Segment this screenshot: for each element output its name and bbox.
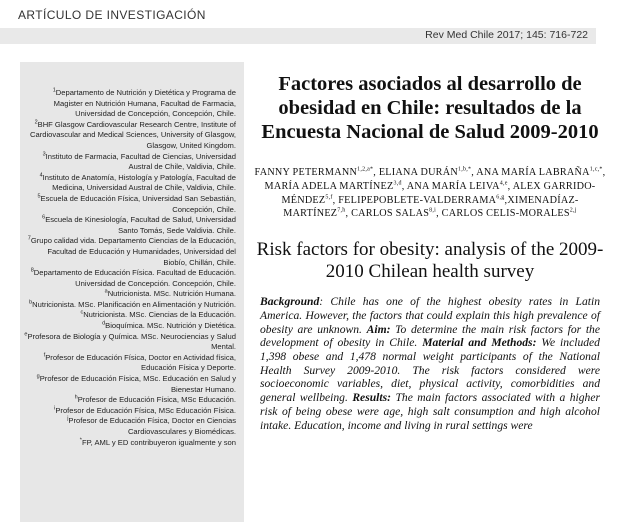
affiliation-marker: b	[29, 299, 33, 306]
affiliation-item	[24, 310, 236, 321]
affiliation-marker: 5	[37, 193, 41, 200]
author-affiliation-marker: 2,j	[569, 208, 577, 214]
affiliation-text: Departamento de Educación Física. Facultad de Educación. Universidad de Concepción. Concepción, Chile.	[33, 268, 236, 288]
results-text: The main factors associated with a higher risk of being obese were age, high salt consumption and high alcohol intake. Education, income and living in rural settings were	[260, 391, 600, 432]
affiliation-text: Instituto de Anatomía, Histología y Patología, Facultad de Medicina, Universidad Austral de Chile, Valdivia, Chile.	[42, 172, 236, 193]
author-name: CARLOS CELIS-MORALES	[441, 208, 570, 220]
affiliation-text: Departamento de Nutrición y Dietética y Programa de Magister en Nutrición Humana, Facultad de Farmacia, Universidad de Concepción, Concepción, Chile.	[53, 88, 236, 119]
affiliation-item	[24, 120, 236, 152]
affiliation-text: FP, AML y ED contribuyeron igualmente y son	[81, 437, 236, 447]
methods-label: Material and Methods:	[422, 336, 537, 350]
affiliation-item	[24, 416, 236, 437]
affiliation-marker: f	[43, 352, 46, 359]
affiliation-list	[24, 88, 236, 448]
author-separator: ,	[345, 208, 352, 220]
affiliation-text: Escuela de Educación Física, Universidad San Sebastián, Concepción, Chile.	[40, 193, 236, 214]
affiliation-item	[24, 268, 236, 289]
affiliation-text: Nutricionista. MSc. Ciencias de la Educación.	[83, 310, 236, 320]
author-affiliation-marker: 1,2,a*	[357, 166, 374, 173]
affiliation-item	[24, 300, 236, 311]
affiliation-text: Nutricionista. MSc. Nutrición Humana.	[107, 289, 236, 299]
author-separator: ,	[602, 167, 606, 178]
author-separator: ,	[401, 180, 407, 192]
affiliation-text: Profesor de Educación Física, Doctor en Actividad física, Educación Física y Deporte.	[45, 352, 236, 373]
affiliation-marker: 8	[30, 267, 34, 274]
affiliation-item	[24, 353, 236, 374]
affiliation-text: Profesor de Educación Física, Doctor en Ciencias Cardiovasculares y Biomédicas.	[68, 416, 236, 436]
author-affiliation-marker: 6,g	[496, 194, 505, 201]
affiliation-marker: 1	[52, 87, 56, 94]
article-title-spanish: Factores asociados al desarrollo de obesidad en Chile: resultados de la Encuesta Nacional de Salud 2009-2010	[261, 73, 599, 143]
affiliation-item	[24, 395, 236, 406]
affiliation-marker: j	[67, 415, 69, 422]
affiliation-marker: 6	[42, 214, 46, 221]
affiliation-text: Profesor de Educación Física, MSc Educación Física.	[55, 405, 236, 415]
author-affiliation-marker: 5,f	[325, 194, 333, 201]
author-name: ALEX GARRIDO-MÉNDEZ	[281, 180, 596, 206]
affiliation-item	[24, 374, 236, 395]
affiliation-item	[24, 321, 236, 332]
affiliation-item	[24, 438, 236, 449]
author-separator: ,	[504, 194, 508, 206]
author-separator: ,	[332, 194, 339, 206]
author-affiliation-marker: 4,e	[499, 180, 508, 187]
background-text: : Chile has one of the highest obesity rates in Latin America. However, the factors that could explain this high prevalence of obesity are unknown.	[260, 295, 600, 336]
author-separator: ,	[471, 167, 477, 178]
article-main	[252, 72, 608, 445]
author-affiliation-marker: 8,i	[429, 208, 437, 214]
affiliation-item	[24, 152, 236, 173]
affiliation-marker: 2	[34, 119, 38, 126]
affiliation-marker: i	[54, 405, 56, 412]
author-affiliation-marker: 7,h	[337, 208, 346, 214]
author-affiliation-marker: 1,c,*	[589, 166, 603, 173]
author-name: ELIANA DURÁN	[378, 167, 458, 178]
author-separator: ,	[373, 167, 379, 178]
affiliation-text: BHF Glasgow Cardiovascular Research Centre, Institute of Cardiovascular and Medical Sciences, University of Glasgow, Glasgow, United Kingdom.	[30, 119, 236, 150]
author-affiliation-marker: 1,b,*	[457, 166, 472, 173]
affiliation-marker: 4	[39, 172, 43, 179]
affiliation-text: Bioquímica. MSc. Nutrición y Dietética.	[105, 321, 236, 331]
background-label: Background	[260, 295, 320, 309]
affiliation-marker: e	[24, 331, 28, 338]
author-name: FELIPEPOBLETE-VALDERRAMA	[338, 194, 497, 206]
aim-text: To determine the main risk factors for the development of obesity in Chile.	[260, 322, 600, 350]
author-name: CARLOS SALAS	[351, 208, 430, 220]
affiliations-sidebar	[20, 62, 244, 522]
author-name: ANA MARÍA LABRAÑA	[476, 167, 590, 178]
results-label: Results:	[352, 391, 391, 405]
affiliation-item	[24, 236, 236, 268]
affiliation-item	[24, 173, 236, 194]
affiliation-text: Profesora de Biología y Química. MSc. Neurociencias y Salud Mental.	[27, 331, 236, 352]
author-name: MARÍA ADELA MARTÍNEZ	[264, 180, 394, 192]
affiliation-marker: c	[80, 309, 84, 316]
affiliation-item	[24, 88, 236, 120]
author-separator: ,	[507, 180, 513, 192]
affiliation-marker: h	[74, 394, 78, 401]
affiliation-marker: d	[102, 320, 106, 327]
affiliation-item	[24, 289, 236, 300]
affiliation-item	[24, 332, 236, 353]
article-title-english: Risk factors for obesity: analysis of the 2009-2010 Chilean health survey	[256, 239, 604, 283]
affiliation-text: Profesor de Educación Física, MSc Educación.	[77, 395, 236, 405]
affiliation-text: Instituto de Farmacia, Facultad de Ciencias, Universidad Austral de Chile, Valdivia, Chile.	[45, 151, 236, 172]
affiliation-item	[24, 194, 236, 215]
abstract	[252, 295, 608, 445]
affiliation-marker: g	[36, 373, 40, 380]
author-list	[252, 166, 608, 221]
author-name: ANA MARÍA LEIVA	[406, 180, 500, 192]
author-name: XIMENADÍAZ-MARTÍNEZ	[283, 194, 579, 220]
author-name: FANNY PETERMANN	[254, 167, 358, 178]
methods-text: We included 1,398 obese and 1,478 normal weight participants of the National Health Survey 2009-2010. The risk factors considered were socioeconomic variables, diet, physical activity, comorbidities and general wellbeing.	[260, 336, 600, 405]
author-separator: ,	[436, 208, 442, 220]
affiliation-item	[24, 406, 236, 417]
affiliation-marker: a	[104, 288, 108, 295]
header-band	[0, 28, 596, 44]
affiliation-marker: *	[79, 437, 82, 444]
aim-label: Aim:	[366, 322, 391, 336]
section-label: ARTÍCULO DE INVESTIGACIÓN	[18, 8, 206, 22]
affiliation-text: Escuela de Kinesiología, Facultad de Salud, Universidad Santo Tomás, Sede Valdivia. Chile.	[45, 215, 236, 235]
affiliation-marker: 3	[42, 151, 46, 158]
affiliation-item	[24, 215, 236, 236]
affiliation-text: Profesor de Educación Física, MSc. Educación en Salud y Bienestar Humano.	[39, 374, 236, 394]
author-affiliation-marker: 3,d	[393, 180, 402, 187]
affiliation-text: Grupo calidad vida. Departamento Ciencias de la Educación, Facultad de Educación y Humanidades, Universidad del Biobío, Chillán, Chile.	[30, 236, 236, 267]
journal-citation: Rev Med Chile 2017; 145: 716-722	[425, 29, 588, 41]
affiliation-marker: 7	[27, 235, 31, 242]
affiliation-text: Nutricionista. MSc. Planificación en Alimentación y Nutrición.	[32, 299, 236, 309]
